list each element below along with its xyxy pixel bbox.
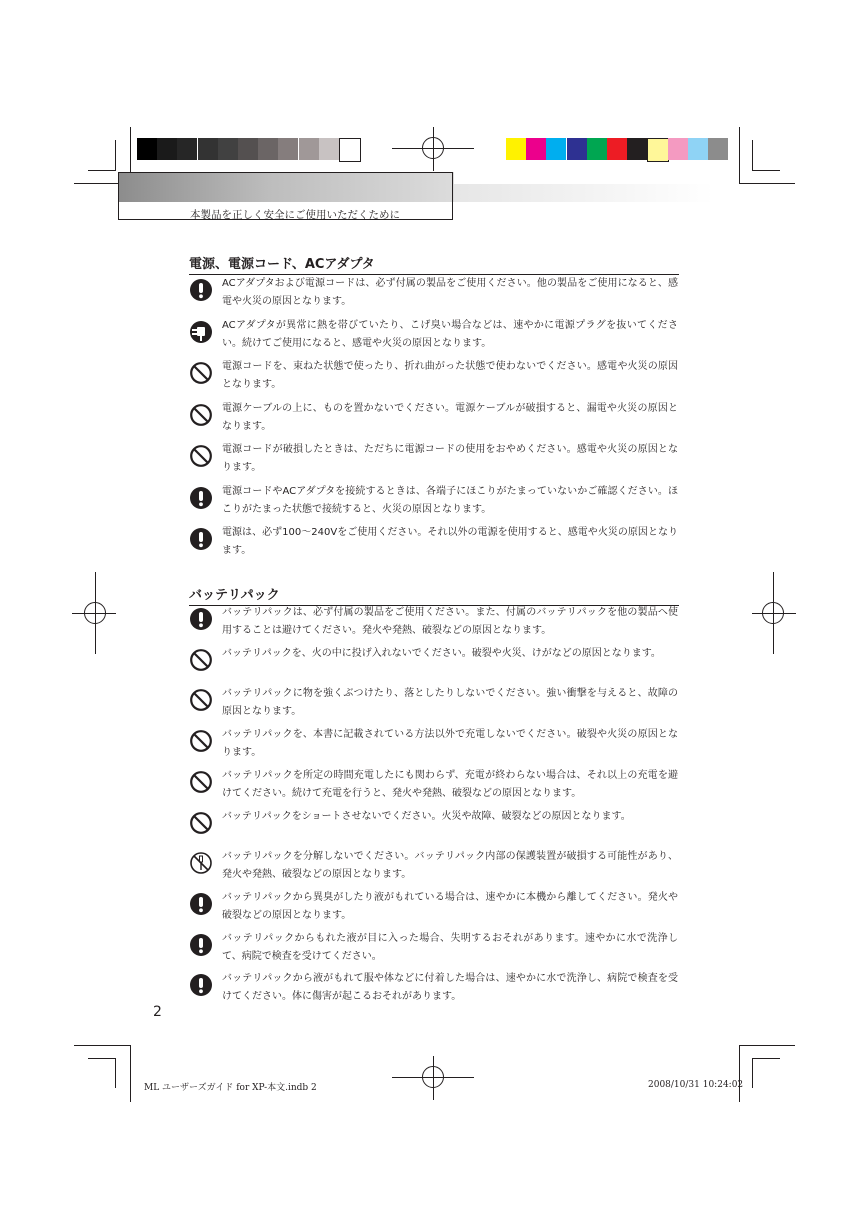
- warning-item: [189, 645, 679, 687]
- footer-timestamp: 2008/10/31 10:24:02: [648, 1080, 744, 1090]
- warning-item: [189, 604, 679, 646]
- warning-text: 電源は、必ず100〜240Vをご使用ください。それ以外の電源を使用すると、感電や火災の原因となります。: [222, 527, 678, 556]
- color-swatch: [299, 138, 319, 160]
- section-title-power: 電源、電源コード、ACアダプタ: [189, 253, 679, 275]
- color-swatch: [278, 138, 298, 160]
- warning-item: [189, 358, 679, 400]
- color-swatch: [157, 138, 177, 160]
- color-swatch: [587, 138, 607, 160]
- color-swatch: [647, 138, 669, 162]
- warning-item: [189, 767, 679, 809]
- warning-item: [189, 275, 679, 317]
- warning-text: バッテリパックから異臭がしたり液がもれている場合は、速やかに本機から離してください。発火や破裂などの原因となります。: [222, 891, 678, 921]
- color-swatch: [137, 138, 157, 160]
- warning-text: バッテリパックを所定の時間充電したにも関わらず、充電が終わらない場合は、それ以上の充電を避けてください。続けて充電を行うと、発火や発熱、破裂などの原因となります。: [222, 769, 678, 799]
- color-swatch: [627, 138, 647, 160]
- warning-text: バッテリパックは、必ず付属の製品をご使用ください。また、付属のバッテリパックを他の製品へ使用することは避けてください。発火や発熱、破裂などの原因となります。: [222, 607, 678, 636]
- exclamation-icon: [189, 607, 213, 631]
- warning-text: 電源コードが破損したときは、ただちに電源コードの使用をおやめください。感電や火災の原因となります。: [222, 444, 678, 473]
- color-swatch: [218, 138, 238, 160]
- warning-item: [189, 808, 679, 850]
- warning-text: ACアダプタおよび電源コードは、必ず付属の製品をご使用ください。他の製品をご使用になると、感電や火災の原因となります。: [222, 278, 678, 307]
- prohibited-icon: [189, 770, 213, 794]
- page-number: 2: [153, 1004, 162, 1020]
- color-swatch: [688, 138, 708, 160]
- warning-item: [189, 889, 679, 931]
- warning-item: [189, 483, 679, 525]
- exclamation-icon: [189, 527, 213, 551]
- warning-item: [189, 524, 679, 566]
- warning-item: [189, 317, 679, 359]
- color-swatch: [258, 138, 278, 160]
- warning-text: バッテリパックからもれた液が目に入った場合、失明するおそれがあります。速やかに水で洗浄して、病院で検査を受けてください。: [222, 932, 678, 962]
- color-swatch: [339, 138, 361, 162]
- color-swatch: [526, 138, 546, 160]
- color-swatch: [198, 138, 218, 160]
- color-swatch: [567, 138, 587, 160]
- color-swatch: [506, 138, 526, 160]
- no-disassembly-icon: [189, 851, 213, 875]
- header-title: 本製品を正しく安全にご使用いただくために: [190, 209, 400, 221]
- warning-text: バッテリパックを分解しないでください。バッテリパック内部の保護装置が破損する可能性があり、発火や発熱、破裂などの原因となります。: [222, 851, 678, 881]
- unplug-icon: [189, 320, 213, 344]
- header-gradient-fade: [454, 184, 714, 202]
- warning-text: 電源コードやACアダプタを接続するときは、各端子にほこりがたまっていないかご確認ください。ほこりがたまった状態で接続すると、火災の原因となります。: [222, 485, 678, 515]
- warning-item: [189, 441, 679, 483]
- warning-text: 電源コードを、束ねた状態で使ったり、折れ曲がった状態で使わないでください。感電や火災の原因となります。: [222, 361, 678, 390]
- prohibited-icon: [189, 811, 213, 835]
- warning-text: バッテリパックから液がもれて服や体などに付着した場合は、速やかに水で洗浄し、病院で検査を受けてください。体に傷害が起こるおそれがあります。: [222, 973, 678, 1003]
- exclamation-icon: [189, 973, 213, 997]
- color-swatch: [607, 138, 627, 160]
- prohibited-icon: [189, 403, 213, 427]
- color-swatch: [177, 138, 197, 160]
- warning-item: [189, 930, 679, 972]
- warning-text: バッテリパックを、火の中に投げ入れないでください。破裂や火災、けがなどの原因となります。: [222, 647, 661, 659]
- prohibited-icon: [189, 688, 213, 712]
- exclamation-icon: [189, 933, 213, 957]
- warning-text: バッテリパックをショートさせないでください。火災や故障、破裂などの原因となります。: [222, 810, 631, 822]
- exclamation-icon: [189, 278, 213, 302]
- color-swatch: [668, 138, 688, 160]
- warning-text: ACアダプタが異常に熱を帯びていたり、こげ臭い場合などは、速やかに電源プラグを抜いてください。続けてご使用になると、感電や火災の原因となります。: [222, 319, 678, 349]
- color-swatch: [708, 138, 728, 160]
- color-swatch: [238, 138, 258, 160]
- prohibited-icon: [189, 648, 213, 672]
- warning-text: 電源ケーブルの上に、ものを置かないでください。電源ケーブルが破損すると、漏電や火災の原因となります。: [222, 402, 678, 432]
- prohibited-icon: [189, 729, 213, 753]
- color-swatch: [319, 138, 339, 160]
- exclamation-icon: [189, 892, 213, 916]
- prohibited-icon: [189, 361, 213, 385]
- warning-item: [189, 400, 679, 442]
- footer-filename: ML ユーザーズガイド for XP-本文.indb 2: [144, 1083, 317, 1093]
- warning-item: [189, 970, 679, 1012]
- warning-item: [189, 685, 679, 727]
- color-swatch: [546, 138, 566, 160]
- prohibited-icon: [189, 444, 213, 468]
- section-title-battery: バッテリパック: [189, 584, 679, 606]
- warning-text: バッテリパックに物を強くぶつけたり、落としたりしないでください。強い衝撃を与えると、故障の原因となります。: [222, 688, 678, 718]
- warning-item: [189, 848, 679, 890]
- warning-text: バッテリパックを、本書に記載されている方法以外で充電しないでください。破裂や火災の原因となります。: [222, 729, 678, 759]
- exclamation-icon: [189, 486, 213, 510]
- warning-item: [189, 726, 679, 768]
